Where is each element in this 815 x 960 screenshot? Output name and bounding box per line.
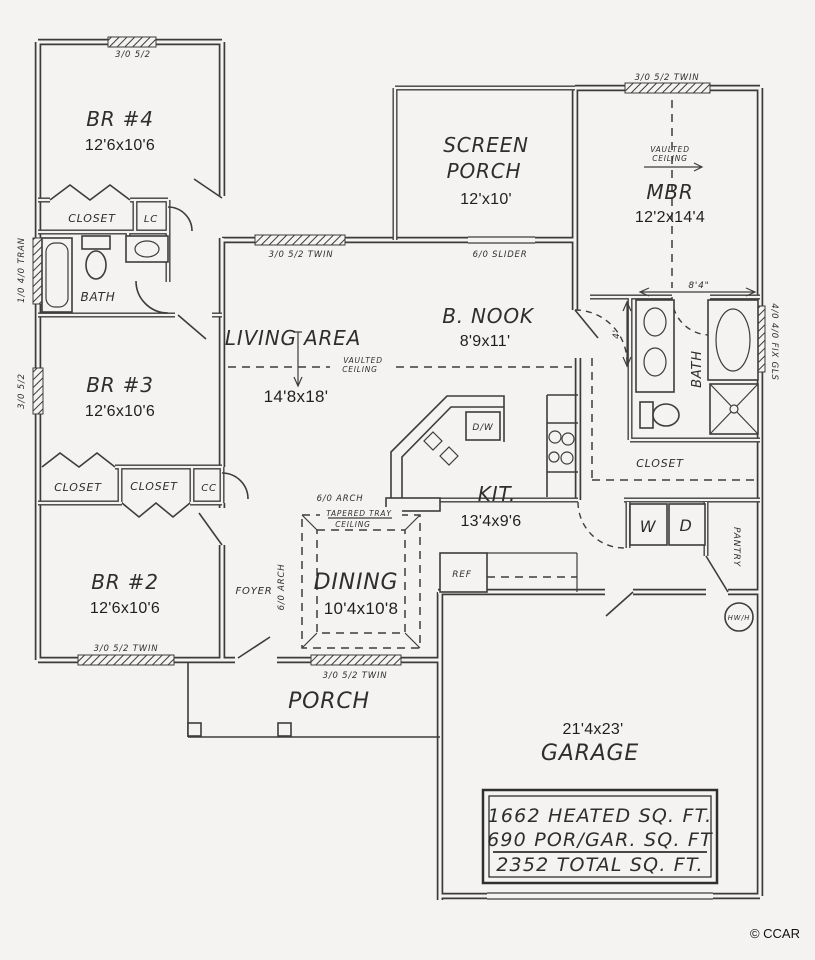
sink-icon xyxy=(135,241,159,257)
copyright-label: © CCAR xyxy=(749,926,800,941)
vanity-dim: 4' xyxy=(612,329,622,339)
br3-door-leaf xyxy=(178,315,206,339)
tray-ceiling-label-1: TAPERED TRAY xyxy=(326,509,392,518)
sink-icon xyxy=(644,308,666,336)
room-label-dining: DINING xyxy=(313,570,399,595)
garage-dims: 21'4x23' xyxy=(562,721,624,738)
sink-icon xyxy=(644,348,666,376)
cc-door-arc xyxy=(222,473,248,499)
exterior-wall-outline xyxy=(38,42,760,900)
kitchen-sink-icon xyxy=(424,432,458,465)
pantry-label: PANTRY xyxy=(731,527,741,567)
room-dims-br2: 12'6x10'6 xyxy=(89,600,161,617)
slider-door xyxy=(468,237,535,243)
room-dims-mbr: 12'2x14'4 xyxy=(634,209,706,226)
room-label-br3: BR #3 xyxy=(86,373,154,397)
closet-bifold-br4 xyxy=(50,185,130,200)
summary-total: 2352 TOTAL SQ. FT. xyxy=(496,854,704,876)
bathtub-basin-icon xyxy=(716,309,750,371)
cc-closet-label: CC xyxy=(201,483,217,494)
mbr-ridge-arrow xyxy=(644,163,702,171)
master-bath-label: BATH xyxy=(690,350,705,388)
window-br2-bottom xyxy=(78,655,174,665)
porch-post xyxy=(188,723,201,736)
room-dims-nook: 8'9x11' xyxy=(459,333,511,350)
bath-door-arc xyxy=(136,281,168,313)
closet-bifold-br3 xyxy=(42,453,115,467)
lc-closet-label: LC xyxy=(143,214,159,225)
burner-icon xyxy=(562,433,574,445)
bath-label: BATH xyxy=(80,290,116,304)
living-ceiling-label: CEILING xyxy=(342,365,378,374)
room-dims-br3: 12'6x10'6 xyxy=(84,403,156,420)
summary-heated: 1662 HEATED SQ. FT. xyxy=(487,805,713,827)
room-dims-living: 14'8x18' xyxy=(263,387,329,406)
window-label: 4/0 4/0 FIX GLS xyxy=(769,303,779,381)
mbr-door-leaf xyxy=(575,310,598,338)
lc-door-arc xyxy=(168,207,192,231)
living-vaulted-label: VAULTED xyxy=(343,356,383,365)
water-heater-label: HW/H xyxy=(727,614,751,622)
washer-label: W xyxy=(639,517,657,536)
porch-label: PORCH xyxy=(288,689,370,714)
mbr-ceiling-label: CEILING xyxy=(652,154,688,163)
burner-icon xyxy=(561,452,573,464)
window-label: 1/0 4/0 TRAN xyxy=(17,237,27,303)
garage-door-leaf xyxy=(606,592,633,616)
arch-label-foyer: 6/0 ARCH xyxy=(277,563,287,611)
closet-label: CLOSET xyxy=(54,481,102,494)
room-dims-br4: 12'6x10'6 xyxy=(84,137,156,154)
burner-icon xyxy=(549,452,559,462)
arch-label-kitchen: 6/0 ARCH xyxy=(316,494,364,504)
closet-label: CLOSET xyxy=(130,480,178,493)
toilet-tank-icon xyxy=(640,402,653,428)
front-door-leaf xyxy=(238,637,270,658)
foyer-label: FOYER xyxy=(235,586,273,597)
room-label-kitchen: KIT. xyxy=(477,482,517,506)
summary-porgar: 690 POR/GAR. SQ. FT xyxy=(487,829,713,851)
closet-label: CLOSET xyxy=(68,212,116,225)
slider-label: 6/0 SLIDER xyxy=(472,250,528,260)
master-bath-door-arc xyxy=(672,297,710,335)
window-label: 3/0 5/2 xyxy=(115,50,151,60)
closet-bifold-br2 xyxy=(122,503,190,517)
tray-ceiling-label-2: CEILING xyxy=(335,520,371,529)
window-label: 3/0 5/2 TWIN xyxy=(268,250,334,260)
window-dining-front xyxy=(311,655,401,665)
burner-icon xyxy=(549,431,561,443)
dryer-label: D xyxy=(679,516,693,535)
porch-post xyxy=(278,723,291,736)
bath-width-dim: 8'4" xyxy=(688,281,710,291)
room-label-living: LIVING AREA xyxy=(224,326,362,350)
room-label-br2: BR #2 xyxy=(91,570,159,594)
toilet-bowl-icon xyxy=(86,251,106,279)
room-dims-kitchen: 13'4x9'6 xyxy=(460,513,522,530)
exterior-walls xyxy=(38,42,760,900)
rear-hall-door-arc xyxy=(578,502,624,548)
refrigerator-label: REF xyxy=(452,570,472,580)
window-label: 3/0 5/2 TWIN xyxy=(93,644,159,654)
window-label: 3/0 5/2 TWIN xyxy=(322,671,388,681)
square-footage-box xyxy=(483,790,717,883)
room-label-mbr: MBR xyxy=(646,180,694,204)
room-label-screen-porch-2: PORCH xyxy=(446,159,522,183)
shower-drain-icon xyxy=(730,405,738,413)
master-closet-label: CLOSET xyxy=(636,457,684,470)
dishwasher-label: D/W xyxy=(472,423,494,433)
window-br3-left xyxy=(33,368,43,414)
range-counter xyxy=(547,395,578,497)
room-dims-dining: 10'4x10'8 xyxy=(323,599,399,618)
window-label: 3/0 5/2 xyxy=(17,373,27,409)
exterior-wall-core xyxy=(38,42,760,900)
window-living-top xyxy=(255,235,345,245)
window-mbr-top xyxy=(625,83,710,93)
br4-door-leaf xyxy=(194,179,222,198)
garage-label: GARAGE xyxy=(540,741,640,766)
room-dims-screen-porch: 12'x10' xyxy=(460,191,512,208)
room-label-nook: B. NOOK xyxy=(442,304,534,328)
counter-edge xyxy=(487,553,577,592)
pantry-door-leaf xyxy=(706,556,728,592)
room-label-screen-porch-1: SCREEN xyxy=(443,133,529,157)
toilet-bowl-icon xyxy=(653,404,679,426)
mbr-vaulted-label: VAULTED xyxy=(650,145,690,154)
garage-door xyxy=(487,893,713,899)
toilet-tank-icon xyxy=(82,236,110,249)
bathtub-basin-icon xyxy=(46,243,68,307)
window-label: 3/0 5/2 TWIN xyxy=(634,73,700,83)
room-label-br4: BR #4 xyxy=(86,107,154,131)
window-br4-top xyxy=(108,37,156,47)
br2-door-leaf xyxy=(199,513,222,545)
